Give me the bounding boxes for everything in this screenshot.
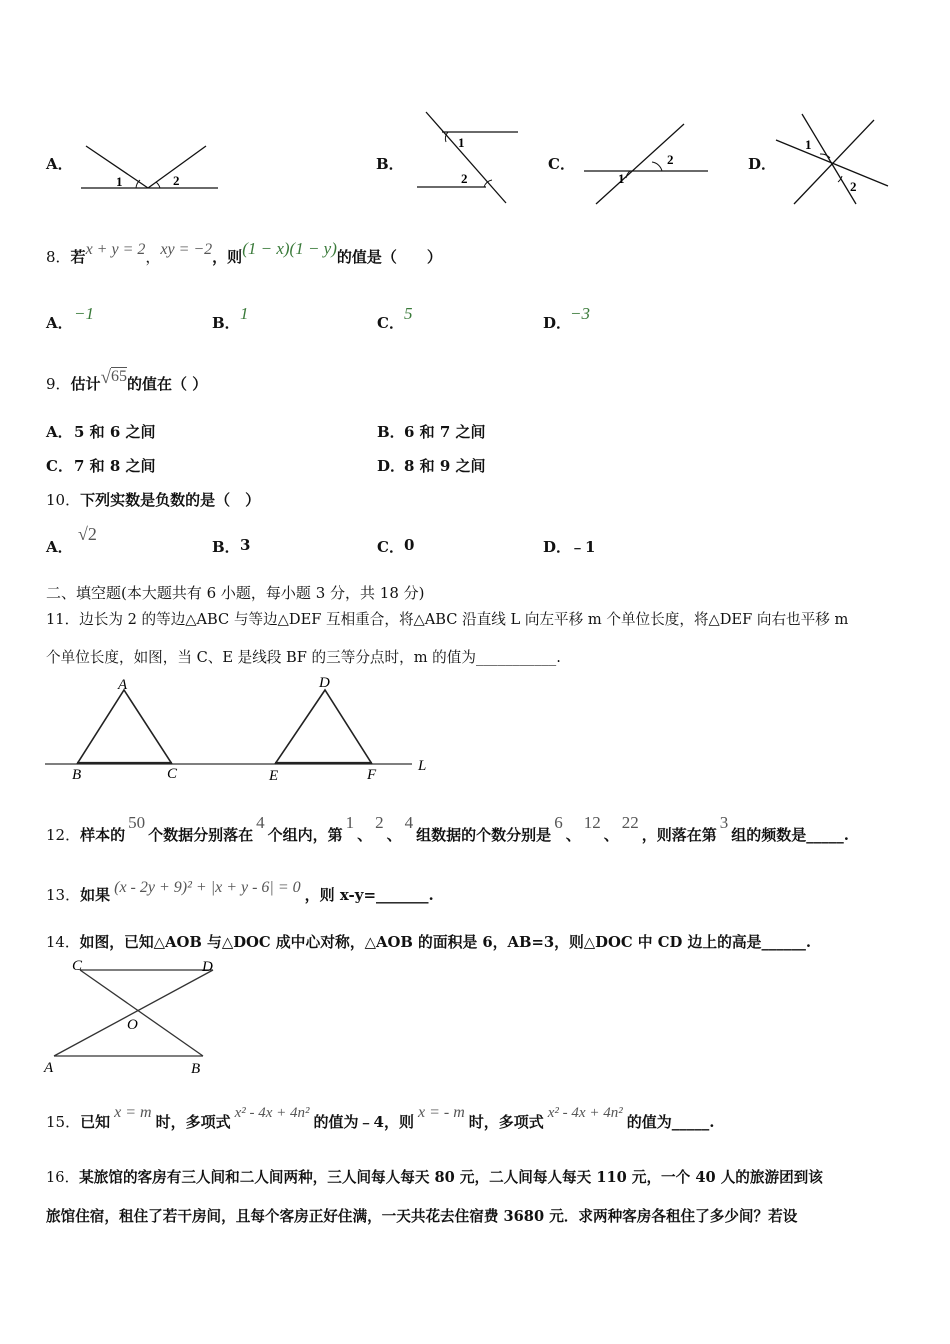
q12-g1: 1 [345, 813, 355, 832]
option-c-value: 0 [404, 536, 415, 554]
q8-expr: (1 − x)(1 − y) [242, 239, 337, 258]
label-f: F [367, 767, 377, 783]
q11-text-1: 边长为 2 的等边△ABC 与等边△DEF 互相重合，将△ABC 沿直线 L 向左平移 m 个单位长度，将△DEF 向右也平移 m [79, 611, 849, 628]
label-c: C [72, 958, 83, 974]
q10-text: 下列实数是负数的是（ ） [80, 491, 261, 509]
q16-line2: 旅馆住宿，租住了若干房间，且每个客房正好住满，一天共花去住宿费 3680 元．求两种客房各租住了多少间？若设 [46, 1208, 798, 1225]
q9-pre: 估计 [70, 375, 101, 393]
q8-eq1: x + y = 2 [85, 241, 146, 258]
option-a-letter: A． [46, 538, 73, 556]
option-a-value: −1 [74, 304, 94, 323]
question-9 [46, 367, 208, 395]
option-a-text: 5 和 6 之间 [74, 423, 156, 441]
question-number: 14． [46, 934, 80, 951]
option-c-letter: C． [377, 314, 404, 332]
angle-label-1: 1 [618, 171, 625, 186]
angle-label-2: 2 [461, 171, 468, 186]
q8-post: 的值是（ ） [336, 248, 442, 266]
label-l: L [418, 758, 427, 774]
q12-g4: 4 [404, 813, 414, 832]
q8-pre: 若 [70, 248, 86, 266]
option-a-letter: A． [46, 423, 73, 441]
q12-d2: 、 [386, 826, 402, 844]
option-d-letter: D． [543, 314, 572, 332]
option-d-letter: D． [377, 457, 406, 475]
option-a-value: √2 [78, 524, 97, 544]
q12-g3: 3 [719, 813, 729, 832]
q11-figure [40, 672, 440, 784]
q8-sep: ， [145, 248, 161, 266]
option-letter: B． [376, 155, 404, 173]
q12-p4: 组数据的个数分别是 [416, 826, 552, 844]
q15-p4: 时，多项式 [468, 1113, 544, 1131]
label-a: A [44, 1060, 54, 1076]
question-number: 15． [46, 1113, 81, 1131]
q12-c22: 22 [621, 813, 639, 832]
option-b-text: 6 和 7 之间 [404, 423, 486, 441]
angle-label-1: 1 [458, 135, 465, 150]
question-number: 16． [46, 1169, 80, 1186]
q13-post: ，则 x-y=_______. [304, 886, 434, 904]
question-8 [46, 239, 442, 267]
option-c-letter: C． [377, 538, 404, 556]
q16-line1 [46, 1166, 823, 1187]
option-c-text: 7 和 8 之间 [74, 457, 156, 475]
option-letter: A． [46, 155, 73, 173]
q12-p1: 样本的 [80, 826, 126, 844]
q9-post: 的值在（ ） [127, 375, 208, 393]
angle-figure-d [772, 110, 897, 208]
label-b: B [191, 1061, 201, 1077]
option-letter: C． [548, 155, 575, 173]
q15-e2: x² - 4x + 4n² [234, 1105, 310, 1121]
q8-then: ，则 [212, 248, 243, 266]
option-d-value: −3 [570, 304, 590, 323]
q15-p5: 的值为_____. [626, 1113, 715, 1131]
option-b-letter: B． [212, 538, 240, 556]
q15-p3: 的值为﹣4，则 [313, 1113, 414, 1131]
q12-p6: 组的频数是_____. [731, 826, 849, 844]
label-d: D [319, 675, 330, 691]
q12-d1: 、 [357, 826, 373, 844]
angle-label-2: 2 [850, 179, 857, 194]
question-14 [46, 931, 811, 952]
question-number: 9． [46, 375, 71, 393]
angle-label-1: 1 [805, 137, 812, 152]
q9-radicand: 65 [111, 368, 127, 385]
question-number: 12． [46, 826, 81, 844]
question-12 [46, 813, 849, 845]
q8-eq2: xy = −2 [160, 241, 213, 258]
option-b-letter: B． [212, 314, 240, 332]
option-a-letter: A． [46, 314, 73, 332]
label-b: B [72, 767, 82, 783]
question-10 [46, 489, 260, 510]
angle-label-2: 2 [173, 173, 180, 188]
option-b-letter: B． [377, 423, 405, 441]
option-c-letter: C． [46, 457, 73, 475]
option-d-letter: D． [543, 538, 572, 556]
q11-line1 [46, 608, 848, 629]
angle-label-2: 2 [667, 152, 674, 167]
angle-figure-a [78, 140, 223, 195]
q11-line2: 个单位长度，如图，当 C、E 是线段 BF 的三等分点时，m 的值为___________. [46, 649, 561, 666]
q12-d4: 、 [603, 826, 619, 844]
angle-label-1: 1 [116, 174, 123, 189]
q12-c6: 6 [554, 813, 563, 832]
question-number: 13． [46, 886, 81, 904]
label-a: A [118, 677, 128, 693]
question-number: 10． [46, 491, 81, 509]
question-15 [46, 1104, 715, 1132]
q12-p3: 个组内，第 [267, 826, 343, 844]
label-e: E [269, 768, 279, 784]
option-letter: D． [748, 155, 777, 173]
q14-figure [40, 956, 225, 1078]
angle-figure-c [580, 120, 715, 208]
q12-n50: 50 [128, 813, 146, 832]
label-c: C [167, 766, 178, 782]
option-b-value: 3 [240, 536, 251, 554]
question-13 [46, 879, 434, 905]
option-c-value: 5 [404, 304, 413, 323]
q13-expr: (x - 2y + 9)² + |x + y - 6| = 0 [114, 879, 301, 896]
q15-p1: 已知 [80, 1113, 111, 1131]
section-heading: 二、填空题(本大题共有 6 小题，每小题 3 分，共 18 分) [46, 584, 425, 602]
q12-n4: 4 [256, 813, 265, 832]
q12-c12: 12 [583, 813, 601, 832]
question-number: 11． [46, 611, 80, 628]
q14-text: 如图，已知△AOB 与△DOC 成中心对称，△AOB 的面积是 6，AB=3，则△DOC 中 CD 边上的高是______. [79, 934, 812, 951]
q12-g2: 2 [375, 813, 384, 832]
question-number: 8． [46, 248, 71, 266]
q9-radical: √ [100, 367, 111, 388]
q15-p2: 时，多项式 [155, 1113, 231, 1131]
label-o: O [127, 1017, 138, 1033]
q15-e4: x² - 4x + 4n² [547, 1105, 623, 1121]
q15-e1: x = m [114, 1104, 152, 1121]
angle-figure-b [412, 108, 524, 208]
option-b-value: 1 [240, 304, 249, 323]
q13-pre: 如果 [80, 886, 111, 904]
q12-d3: 、 [565, 826, 581, 844]
q15-e3: x = - m [417, 1104, 465, 1121]
q16-text-1: 某旅馆的客房有三人间和二人间两种，三人间每人每天 80 元，二人间每人每天 110 元，一个 40 人的旅游团到该 [79, 1169, 823, 1186]
q12-p5: ，则落在第 [641, 826, 717, 844]
option-d-value: ﹣1 [570, 538, 596, 556]
option-d-text: 8 和 9 之间 [404, 457, 486, 475]
q12-p2: 个数据分别落在 [148, 826, 254, 844]
label-d: D [202, 959, 213, 975]
